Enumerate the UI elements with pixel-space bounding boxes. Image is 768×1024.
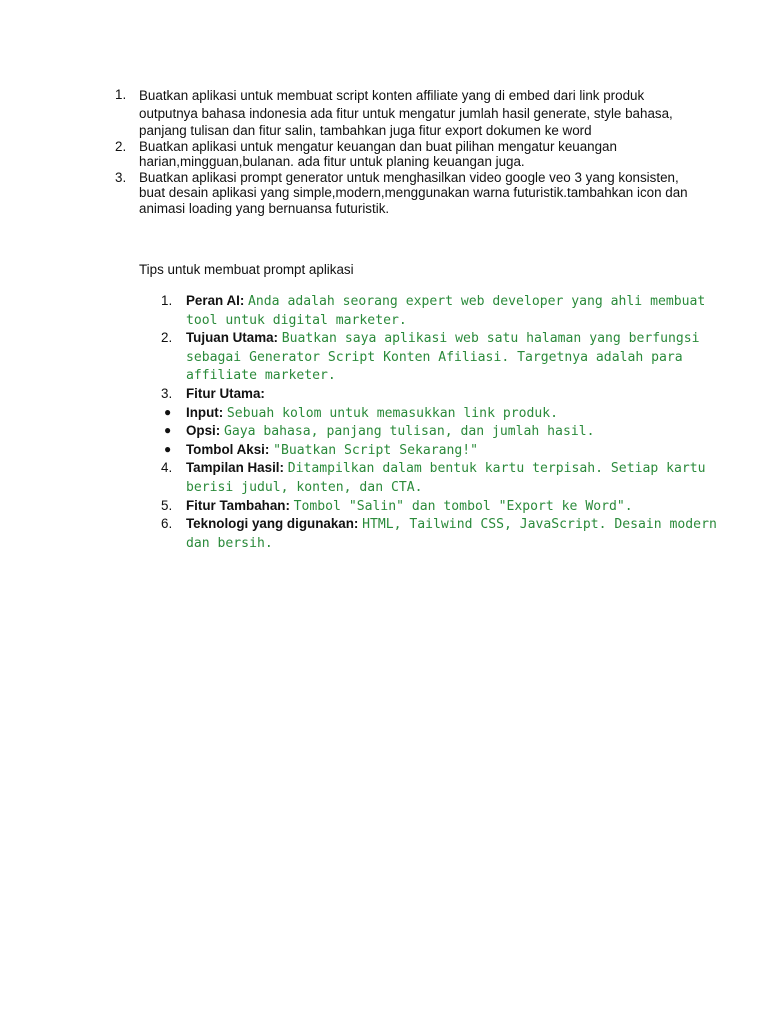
tip-item (160, 515, 720, 552)
tip-value: Ditampilkan dalam bentuk kartu terpisah. Setiap kartu berisi judul, konten, dan CTA. (186, 461, 706, 495)
list-item (112, 139, 692, 170)
bullet-marker: ● (164, 404, 172, 419)
list-item-text: Buatkan aplikasi prompt generator untuk menghasilkan video google veo 3 yang konsisten, buat desain aplikasi yang simple,modern,menggunakan warna futuristik.tambahkan icon dan animasi loading yang bernuansa futuristik. (139, 169, 688, 216)
tips-heading: Tips untuk membuat prompt aplikasi (139, 262, 354, 277)
tip-marker: 6. (161, 516, 173, 532)
tip-item (160, 422, 720, 441)
bullet-marker: ● (164, 423, 172, 438)
list-item (112, 170, 692, 217)
tip-label: Teknologi yang digunakan: (186, 516, 359, 532)
tip-item (160, 497, 720, 516)
tip-value: HTML, Tailwind CSS, JavaScript. Desain modern dan bersih. (186, 517, 717, 551)
tip-marker: 1. (161, 293, 173, 308)
tip-marker: 3. (161, 385, 173, 401)
list-number: 3. (115, 169, 127, 185)
tip-value: Gaya bahasa, panjang tulisan, dan jumlah hasil. (223, 424, 595, 440)
list-number: 2. (115, 138, 127, 154)
tip-item (160, 292, 720, 329)
tip-value: Sebuah kolom untuk memasukkan link produk. (226, 405, 559, 421)
tip-marker: 5. (161, 497, 173, 513)
tip-value: "Buatkan Script Sekarang!" (273, 442, 479, 458)
tip-label: Fitur Utama: (186, 385, 265, 401)
tip-marker: 4. (161, 460, 173, 476)
tip-label: Tombol Aksi: (186, 441, 270, 457)
tip-marker: 2. (161, 330, 173, 346)
tips-list (160, 292, 720, 552)
tip-label: Fitur Tambahan: (186, 497, 290, 513)
tip-item (160, 404, 720, 423)
tip-label: Peran AI: (186, 293, 245, 308)
tip-value: Buatkan saya aplikasi web satu halaman yang berfungsi sebagai Generator Script Konten Afiliasi. Targetnya adalah para affiliate marketer. (186, 331, 700, 384)
list-item (112, 87, 692, 140)
request-list (112, 87, 692, 216)
tip-value: Tombol "Salin" dan tombol "Export ke Word". (293, 498, 633, 514)
tip-item (160, 385, 720, 404)
tip-label: Tampilan Hasil: (186, 460, 284, 476)
list-item-text: Buatkan aplikasi untuk membuat script konten affiliate yang di embed dari link produk outputnya bahasa indonesia ada fitur untuk mengatur jumlah hasil generate, style bahasa, panjang tulisan dan fitur salin, tambahkan juga fitur export dokumen ke word (139, 88, 673, 138)
list-item-text: Buatkan aplikasi untuk mengatur keuangan dan buat pilihan mengatur keuangan harian,mingguan,bulanan. ada fitur untuk planing keuangan juga. (139, 138, 617, 170)
tip-label: Tujuan Utama: (186, 330, 279, 346)
tip-label: Input: (186, 404, 224, 420)
list-number: 1. (115, 87, 127, 102)
tip-item (160, 441, 720, 460)
tip-value: Anda adalah seorang expert web developer yang ahli membuat tool untuk digital marketer. (186, 294, 706, 328)
bullet-marker: ● (164, 441, 172, 456)
tip-item (160, 329, 720, 385)
tip-label: Opsi: (186, 423, 221, 439)
tip-item (160, 459, 720, 496)
